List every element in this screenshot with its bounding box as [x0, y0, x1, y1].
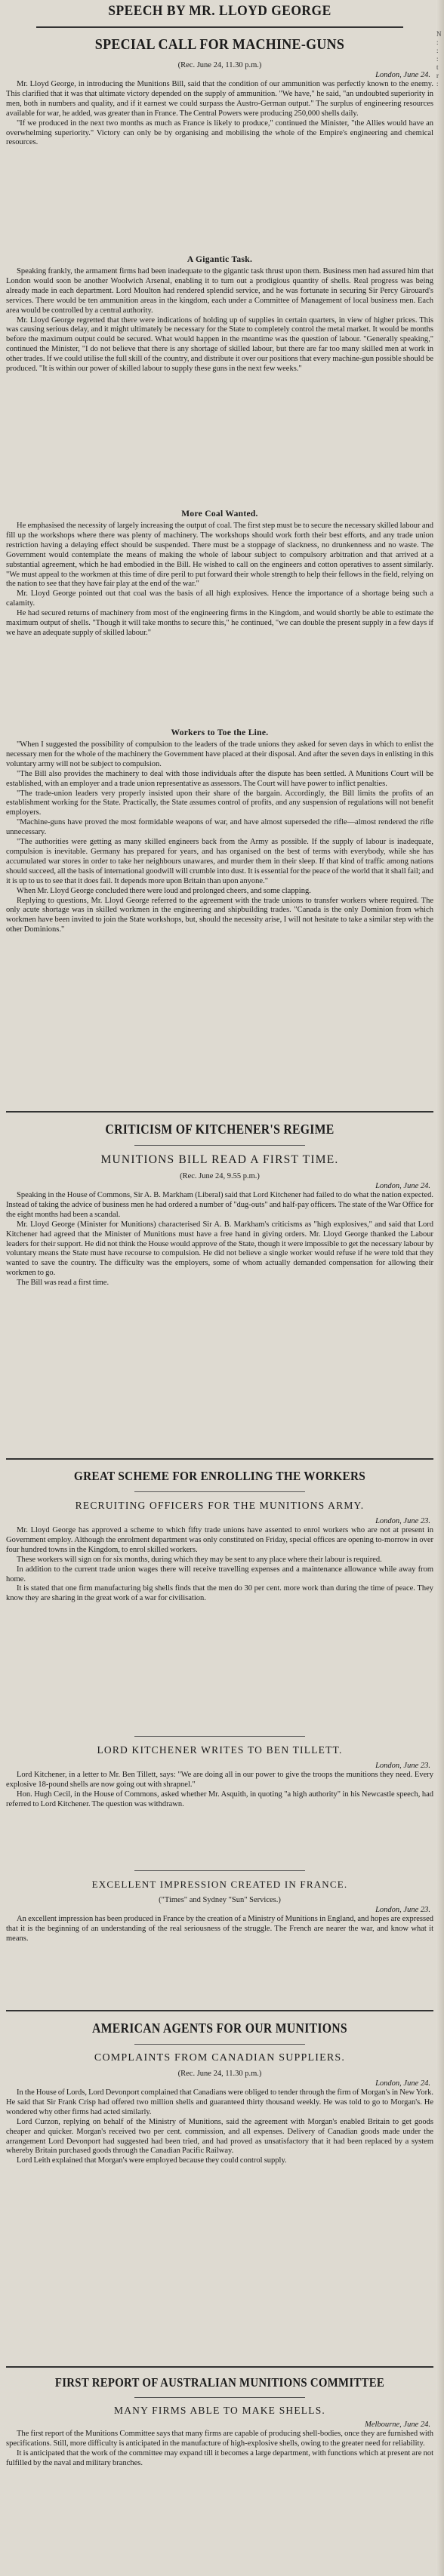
paragraph: These workers will sign on for six months, during which they may be sent to any place where their labour is required. — [17, 1555, 382, 1564]
subheadline: COMPLAINTS FROM CANADIAN SUPPLIERS. — [94, 2052, 346, 2064]
article-france — [6, 1870, 433, 1944]
headline: FIRST REPORT OF AUSTRALIAN MUNITIONS COMMITTEE — [54, 2375, 385, 2390]
headline: EXCELLENT IMPRESSION CREATED IN FRANCE. — [91, 1879, 348, 1890]
paragraph: It is anticipated that the work of the committee may expand till it becomes a large department, with functions which at present are not fulfilled by the naval and military branches. — [6, 2448, 433, 2467]
divider — [6, 1111, 433, 1113]
paragraph: Mr. Lloyd George pointed out that coal was the basis of all high explosives. Hence the importance of a shortage being such a calamity. — [6, 589, 433, 608]
headline: AMERICAN AGENTS FOR OUR MUNITIONS — [92, 2020, 347, 2036]
subheadline: RECRUITING OFFICERS FOR THE MUNITIONS ARMY. — [75, 1500, 365, 1511]
paragraph: "If we produced in the next two months as much as France is likely to produce," continued the Minister, "the Allies would have an overwhelming superiority." Victory can only be by organising and mobilising the whole of the Empire's engineering and chemical resources. — [6, 118, 433, 147]
section-gigantic-task — [6, 255, 433, 374]
received-time: (Rec. June 24, 11.30 p.m.) — [177, 2070, 262, 2078]
paragraph: The Bill was read a first time. — [17, 1279, 109, 1288]
paragraph: Mr. Lloyd George, in introducing the Munitions Bill, said that the condition of our ammunition was perfectly known to the enemy. This clarified that it was that ultimate victory depended on the supply of ammunition. "We have," he said, "an undoubted superiority in men, both in numbers and quality, and if it earnest we could surpass the Austro-German output." The surplus of engineering resources available for war, he added, was greater than in France. The Central Powers were producing 250,000 shells daily. — [6, 80, 433, 118]
paragraph: "The authorities were getting as many skilled engineers back from the Army as possible. If the supply of labour is inadequate, compulsion is inevitable. Germany has prepared for years, and has organised on the best of terms with everybody, while she has accumulated war stores in order to take her neighbours unawares, and murder them in their sleep. If that kind of traffic among nations should succeed, all the basis of international goodwill will crumble into dust. It is essential for the peace of the world that it shall fail; and it is up to us to see that it does fail. It depends more upon Britain than upon anyone." — [6, 838, 433, 885]
dateline: London, June 24. — [375, 2079, 430, 2088]
subhead: Workers to Toe the Line. — [171, 728, 269, 737]
paragraph: Mr. Lloyd George (Minister for Munitions) characterised Sir A. B. Markham's criticisms as "high explosives," and said that Lord Kitchener had agreed that the Minister of Munitions must have a free hand in giving orders. Mr. Lloyd George thanked the Labour leaders for their support. He did not think the House would approve of the State, though it were impossible to get the necessary labour by voluntary means the State must have recourse to compulsion. He did not believe a single worker would refuse if he were told that they wanted to save the country. The difficulty was the employers, some of whom actually demanded compensation for allowing their workmen to go. — [6, 1220, 433, 1278]
article-body — [6, 1526, 433, 1604]
subhead: A Gigantic Task. — [187, 255, 253, 264]
paragraph: Lord Curzon, replying on behalf of the Ministry of Munitions, said the agreement with Morgan's enabled Britain to get goods cheaper and quicker. Morgan's received two per cent. commission, and all expenses. Delivery of Canadian goods made under the arrangement Lord Devonport had suggested had been tried, and had proved as unsatisfactory that it had been replaced by a system whereby Britain purchased goods through the Canadian Pacific Railway. — [6, 2117, 433, 2156]
dateline: London, June 24. — [375, 71, 430, 79]
article-body — [6, 80, 433, 148]
paragraph: "The trade-union leaders very properly insisted upon their share of the bargain. Accordingly, the Bill limits the profits of an establishment working for the State. Practically, the State assumes control of profits, and any suspension of regulations will not benefit employers. — [6, 789, 433, 817]
article-body — [6, 1915, 433, 1944]
article-kitchener-criticism — [6, 1111, 433, 1288]
divider — [134, 1491, 305, 1492]
dateline: London, June 23. — [375, 1762, 430, 1770]
dateline: London, June 23. — [375, 1517, 430, 1525]
dateline: London, June 23. — [375, 1906, 430, 1914]
article-body — [6, 267, 433, 374]
paragraph: Speaking frankly, the armament firms had been inadequate to the gigantic task thrust upon them. Business men had assured him that London would soon be another Woolwich Arsenal, enabling it to turn out a prodigious quantity of shells. Real progress was being already made in each department. Lord Moulton had rendered splendid service, and he was fortunate in securing Sir Percy Girouard's services. There would be ten ammunition areas in the kingdom, each under a Committee of Management of local business men. Each area would be controlled by a central authority. — [6, 267, 433, 315]
paragraph: Speaking in the House of Commons, Sir A. B. Markham (Liberal) said that Lord Kitchener had failed to do what the nation expected. Instead of taking the advice of business men he had ordered a number of "dug-outs" and half-pay officers. The state of the War Office for the eight months had been a scandal. — [6, 1191, 433, 1219]
divider — [134, 1145, 305, 1146]
divider — [134, 2397, 305, 2398]
main-headline: SPECIAL CALL FOR MACHINE-GUNS — [94, 36, 345, 53]
credit-line: ("Times" and Sydney "Sun" Services.) — [159, 1896, 281, 1904]
article-body — [6, 2088, 433, 2166]
margin-marks: N : : : t r : — [436, 30, 442, 88]
dateline: London, June 24. — [375, 1182, 430, 1190]
paragraph: "Machine-guns have proved the most formidable weapons of war, and have almost superseded the rifle—almost rendered the rifle unnecessary. — [6, 818, 433, 837]
lead-article — [6, 3, 433, 148]
paragraph: An excellent impression has been produced in France by the creation of a Ministry of Munitions in England, and hopes are expressed that it is the beginning of an understanding of the real seriousness of the struggle. The French are nearer the war, and know what it means. — [6, 1915, 433, 1943]
divider — [134, 1736, 305, 1737]
paragraph: The first report of the Munitions Committee says that many firms are capable of producing shell-bodies, once they are furnished with specifications. Still, more difficulty is anticipated in the manufacture of high-explosive shells, owing to the greater need for reliability. — [6, 2430, 433, 2448]
received-time: (Rec. June 24, 9.55 p.m.) — [180, 1172, 260, 1180]
divider — [134, 2044, 305, 2045]
divider — [6, 1458, 433, 1460]
article-body — [6, 1771, 433, 1810]
subhead: More Coal Wanted. — [181, 509, 258, 519]
subheadline: MANY FIRMS ABLE TO MAKE SHELLS. — [114, 2405, 325, 2416]
paragraph: He had secured returns of machinery from most of the engineering firms in the Kingdom, and would shortly be able to estimate the maximum output of shells. "Though it will take months to secure this," he continued, "we can double the present supply in a few days if we have an adequate supply of skilled labour." — [6, 609, 433, 637]
received-time: (Rec. June 24, 11.30 p.m.) — [177, 61, 262, 69]
article-american-agents — [6, 2010, 433, 2166]
paragraph: Mr. Lloyd George regretted that there were indications of holding up of supplies in certain quarters, in view of higher prices. This was causing serious delay, and it might ultimately be necessary for the State to completely control the metal market. It would be months before the maximum output could be secured. What would happen in the meantime was the question of labour. "Generally speaking," continued the Minister, "I do not believe that there is any shortage of skilled labour, but there are far too many skilled men at work in other trades. If we could utilise the full skill of the country, and distribute it over our positions that every machine-gun possible should be produced. "It is within our power of skilled labour to supply these guns in the next few weeks." — [6, 315, 433, 374]
paragraph: Mr. Lloyd George has approved a scheme to which fifty trade unions have assented to enrol workers who are not at present in Government employ. Although the enrolment department was only constituted on Friday, special offices are opening to-morrow in over four hundred towns in the Kingdom, to enrol skilled workers. — [6, 1526, 433, 1554]
article-body — [6, 1191, 433, 1288]
section-workers — [6, 728, 433, 935]
dateline: Melbourne, June 24. — [365, 2421, 430, 2429]
divider — [6, 2366, 433, 2368]
article-australian-committee — [6, 2366, 433, 2469]
paragraph: "The Bill also provides the machinery to deal with those individuals after the dispute has been settled. A Munitions Court will be established, with an employer and a trade union representative as assessors. The Court will have power to inflict penalties. — [6, 769, 433, 788]
divider — [6, 2010, 433, 2011]
paragraph: In the House of Lords, Lord Devonport complained that Canadians were obliged to tender through the firm of Morgan's in New York. He said that Sir Frank Crisp had offered two million shells and guaranteed thirty thousand weekly. He was told to go to Morgan's. He wondered why other firms had acted similarly. — [6, 2088, 433, 2116]
paragraph: Hon. Hugh Cecil, in the House of Commons, asked whether Mr. Asquith, in quoting "a high authority" in his Newcastle speech, had referred to Lord Kitchener. The question was withdrawn. — [6, 1790, 433, 1808]
article-body — [6, 522, 433, 639]
page-edge — [436, 0, 444, 2576]
paragraph: When Mr. Lloyd George concluded there were loud and prolonged cheers, and some clapping. — [17, 886, 311, 895]
paragraph: Lord Leith explained that Morgan's were employed because they could control supply. — [17, 2156, 287, 2165]
divider — [134, 1870, 305, 1871]
article-body — [6, 2430, 433, 2469]
article-tillett — [6, 1736, 433, 1810]
headline: CRITICISM OF KITCHENER'S REGIME — [105, 1122, 335, 1137]
subheadline: MUNITIONS BILL READ A FIRST TIME. — [100, 1153, 339, 1166]
paragraph: It is stated that one firm manufacturing big shells finds that the men do 30 per cent. more work than during the time of peace. They know they are sharing in the great work of a war for civilisation. — [6, 1584, 433, 1603]
paragraph: Replying to questions, Mr. Lloyd George referred to the agreement with the trade unions to transfer workers where required. The only acute shortage was in skilled workmen in the engineering and shipbuilding trades. "Canada is the only Dominion from which workmen have been invited to join the State workshops, but, should the necessity arise, I will not hesitate to take a similar step with the other Dominions." — [6, 896, 433, 934]
paragraph: "When I suggested the possibility of compulsion to the leaders of the trade unions they asked for seven days in which to enlist the necessary men for the whole of the machinery the Government have placed at their disposal. And after the seven days in enlisting in this voluntary army will not be subject to compulsion. — [6, 740, 433, 768]
divider — [36, 26, 403, 28]
section-coal — [6, 509, 433, 639]
article-body — [6, 740, 433, 935]
paragraph: In addition to the current trade union wages there will receive travelling expenses and a maintenance allowance while away from home. — [6, 1565, 433, 1583]
top-headline: SPEECH BY MR. LLOYD GEORGE — [108, 3, 331, 19]
article-enrolling-workers — [6, 1458, 433, 1604]
paragraph: He emphasised the necessity of largely increasing the output of coal. The first step must be to secure the necessary skilled labour and fill up the workshops where there was plenty of machinery. The workshops should work forth their best efforts, and any trade union restriction having a delaying effect should be suspended. There must be a stoppage of slackness, no drunkenness and no waste. The Government would contemplate the means of making the whole of labour subject to compulsory arbitration and that arrived at a substantial agreement, which he had embodied in the Bill. He wished to call on the engineers and cotton operatives to assent similarly. "We must appeal to the workmen at this time of dire peril to put forward their whole strength to help their fellows in the field, relying on the nation to see that they have fair play at the end of the war." — [6, 522, 433, 589]
paragraph: Lord Kitchener, in a letter to Mr. Ben Tillett, says: "We are doing all in our power to give the troops the munitions they need. Every explosive 18-pound shells are now going out with shrapnel." — [6, 1771, 433, 1789]
headline: LORD KITCHENER WRITES TO BEN TILLETT. — [97, 1744, 343, 1756]
headline: GREAT SCHEME FOR ENROLLING THE WORKERS — [73, 1469, 366, 1483]
